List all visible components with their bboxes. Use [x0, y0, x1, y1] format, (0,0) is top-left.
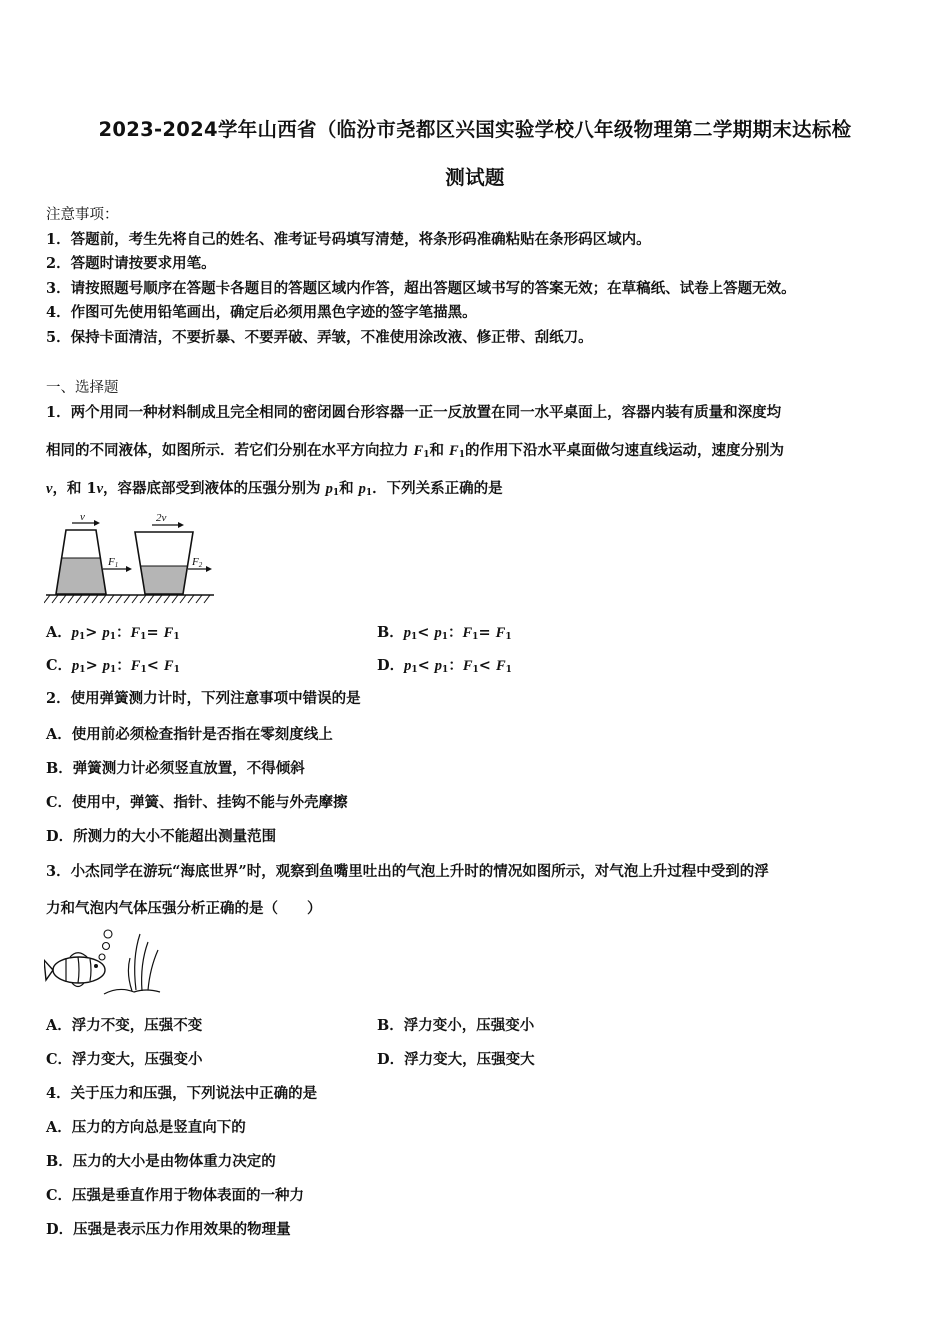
q1-option-c[interactable]: C．$p_1> p_1$：$F_1< F_1$: [46, 657, 180, 675]
q1-stem-line1: 1．两个用同一种材料制成且完全相同的密闭圆台形容器一正一反放置在同一水平桌面上，容器内装有质量和深度均: [46, 404, 782, 421]
q4-option-a[interactable]: A．压力的方向总是竖直向下的: [46, 1119, 246, 1136]
q4-option-b[interactable]: B．压力的大小是由物体重力决定的: [46, 1153, 276, 1170]
q1-stem-line3: v，和 1v，容器底部受到液体的压强分别为 $p_1$和 $p_1$．下列关系正确的是: [46, 480, 503, 498]
notice-item-1: 1．答题前，考生先将自己的姓名、准考证号码填写清楚，将条形码准确粘贴在条形码区域内。: [46, 231, 651, 248]
q2-option-c[interactable]: C．使用中，弹簧、指针、挂钩不能与外壳摩擦: [46, 794, 348, 811]
q4-option-d[interactable]: D．压强是表示压力作用效果的物理量: [46, 1221, 291, 1238]
notice-item-3: 3．请按照题号顺序在答题卡各题目的答题区域内作答，超出答题区域书写的答案无效；在草稿纸、试卷上答题无效。: [46, 280, 796, 297]
fig-force-2: F2: [192, 556, 203, 569]
q3-option-b[interactable]: B．浮力变小，压强变小: [377, 1017, 535, 1034]
q1-option-d[interactable]: D．$p_1< p_1$：$F_1< F_1$: [377, 657, 512, 675]
q3-stem-line2: 力和气泡内气体压强分析正确的是（ ）: [46, 900, 322, 917]
q2-stem: 2．使用弹簧测力计时，下列注意事项中错误的是: [46, 690, 361, 707]
q4-stem: 4．关于压力和压强，下列说法中正确的是: [46, 1085, 318, 1102]
q2-option-a[interactable]: A．使用前必须检查指针是否指在零刻度线上: [46, 726, 333, 743]
fig-force-1: F1: [108, 556, 119, 569]
q4-option-c[interactable]: C．压强是垂直作用于物体表面的一种力: [46, 1187, 305, 1204]
exam-title-line1: 2023-2024学年山西省（临汾市尧都区兴国实验学校八年级物理第二学期期末达标检: [98, 118, 852, 141]
q3-option-d[interactable]: D．浮力变大，压强变大: [377, 1051, 535, 1068]
q1-option-a[interactable]: A．$p_1> p_1$：$F_1= F_1$: [46, 624, 180, 642]
notice-item-2: 2．答题时请按要求用笔。: [46, 255, 216, 272]
q2-option-d[interactable]: D．所测力的大小不能超出测量范围: [46, 828, 277, 845]
q3-figure-fish-bubbles: [44, 928, 164, 1000]
q1-figure-containers: [44, 510, 216, 605]
fig-velocity-2: 2v: [156, 512, 167, 524]
notice-item-4: 4．作图可先使用铅笔画出，确定后必须用黑色字迹的签字笔描黑。: [46, 304, 477, 321]
q3-stem-line1: 3．小杰同学在游玩“海底世界”时，观察到鱼嘴里吐出的气泡上升时的情况如图所示，对气泡上升过程中受到的浮: [46, 863, 769, 880]
q2-option-b[interactable]: B．弹簧测力计必须竖直放置，不得倾斜: [46, 760, 305, 777]
notice-item-5: 5．保持卡面清洁，不要折暴、不要弄破、弄皱，不准使用涂改液、修正带、刮纸刀。: [46, 329, 593, 346]
section-heading: 一、选择题: [46, 380, 119, 396]
fig-velocity-1: v: [80, 511, 85, 523]
q1-stem-line2: 相同的不同液体，如图所示．若它们分别在水平方向拉力 $F_1$和 $F_1$的作用下沿水平桌面做匀速直线运动，速度分别为: [46, 442, 784, 460]
q3-option-c[interactable]: C．浮力变大，压强变小: [46, 1051, 203, 1068]
q3-option-a[interactable]: A．浮力不变，压强不变: [46, 1017, 203, 1034]
q1-option-b[interactable]: B．$p_1< p_1$：$F_1= F_1$: [377, 624, 512, 642]
notice-heading: 注意事项：: [46, 207, 119, 223]
exam-title-line2: 测试题: [445, 166, 505, 189]
